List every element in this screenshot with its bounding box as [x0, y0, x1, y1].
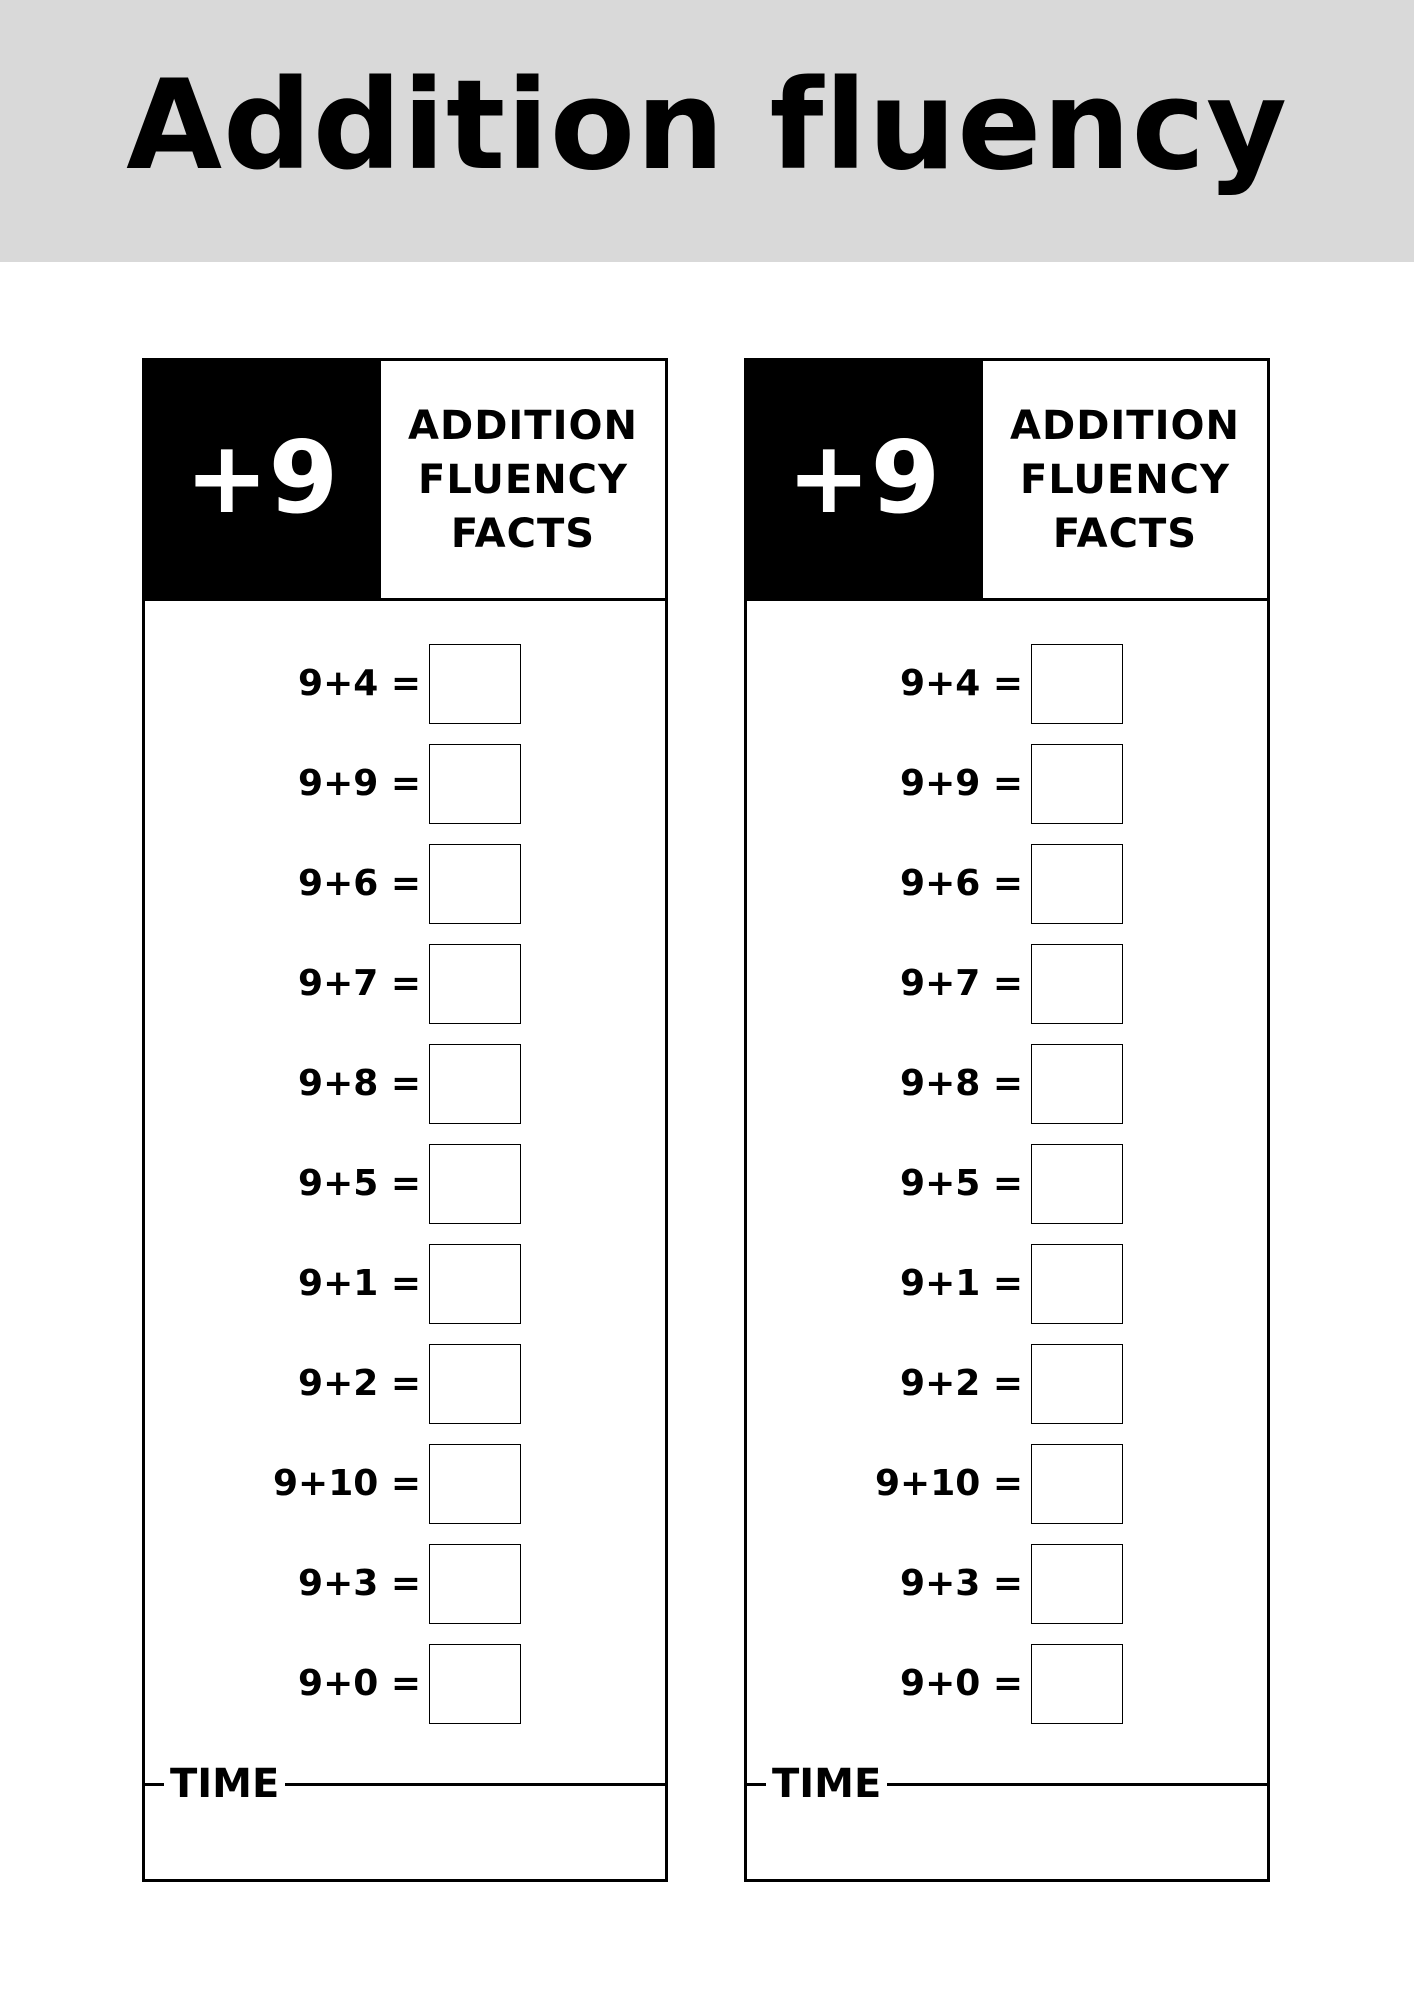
fact-expression: 9+7 =: [900, 963, 1023, 1004]
heading-line-1: ADDITION: [1010, 402, 1240, 449]
fact-expression: 9+7 =: [298, 963, 421, 1004]
heading-line-3: FACTS: [1052, 510, 1198, 557]
fact-row: [747, 1244, 1267, 1324]
fact-expression: 9+4 =: [298, 663, 421, 704]
badge: [747, 361, 983, 598]
fact-row: [747, 844, 1267, 924]
fact-expression: 9+5 =: [900, 1163, 1023, 1204]
badge: [145, 361, 381, 598]
fact-expression: 9+8 =: [900, 1063, 1023, 1104]
answer-box[interactable]: [429, 1444, 521, 1524]
fact-expression: 9+6 =: [900, 863, 1023, 904]
fact-row: [145, 944, 665, 1024]
fact-expression: 9+1 =: [298, 1263, 421, 1304]
answer-box[interactable]: [429, 1244, 521, 1324]
fact-row: [145, 744, 665, 824]
heading-line-3: FACTS: [450, 510, 596, 557]
answer-box[interactable]: [1031, 1544, 1123, 1624]
answer-box[interactable]: [1031, 1644, 1123, 1724]
answer-box[interactable]: [1031, 844, 1123, 924]
badge-label: +9: [786, 418, 941, 536]
heading-line-2: FLUENCY: [1020, 456, 1230, 503]
fact-row: [747, 1144, 1267, 1224]
fact-row: [145, 1544, 665, 1624]
answer-box[interactable]: [429, 1044, 521, 1124]
badge-label: +9: [184, 418, 339, 536]
fact-expression: 9+3 =: [900, 1563, 1023, 1604]
fact-row: [747, 1544, 1267, 1624]
fact-row: [747, 1444, 1267, 1524]
fact-expression: 9+2 =: [900, 1363, 1023, 1404]
fact-expression: 9+9 =: [298, 763, 421, 804]
fact-expression: 9+10 =: [272, 1463, 421, 1504]
fact-expression: 9+2 =: [298, 1363, 421, 1404]
time-row: [744, 1761, 1270, 1807]
answer-box[interactable]: [429, 1344, 521, 1424]
answer-box[interactable]: [1031, 744, 1123, 824]
fact-row: [145, 844, 665, 924]
answer-box[interactable]: [429, 744, 521, 824]
fact-row: [145, 1144, 665, 1224]
answer-box[interactable]: [429, 844, 521, 924]
card-heading: [381, 361, 665, 598]
fact-card-left: [142, 358, 668, 1882]
fact-row: [747, 944, 1267, 1024]
fact-expression: 9+3 =: [298, 1563, 421, 1604]
fact-row: [145, 1644, 665, 1724]
fact-row: [145, 1044, 665, 1124]
fact-expression: 9+6 =: [298, 863, 421, 904]
answer-box[interactable]: [429, 1544, 521, 1624]
answer-box[interactable]: [1031, 1344, 1123, 1424]
answer-box[interactable]: [429, 944, 521, 1024]
title-banner: [0, 0, 1414, 262]
card-header: [145, 361, 665, 601]
fact-row: [747, 1644, 1267, 1724]
fact-row: [747, 744, 1267, 824]
fact-row: [145, 1344, 665, 1424]
answer-box[interactable]: [429, 1644, 521, 1724]
time-row: [142, 1761, 668, 1807]
fact-row: [145, 644, 665, 724]
answer-box[interactable]: [429, 1144, 521, 1224]
fact-row: [145, 1244, 665, 1324]
answer-box[interactable]: [429, 644, 521, 724]
fact-expression: 9+1 =: [900, 1263, 1023, 1304]
answer-box[interactable]: [1031, 644, 1123, 724]
fact-row: [747, 644, 1267, 724]
fact-expression: 9+0 =: [900, 1663, 1023, 1704]
heading-line-2: FLUENCY: [418, 456, 628, 503]
answer-box[interactable]: [1031, 1144, 1123, 1224]
answer-box[interactable]: [1031, 944, 1123, 1024]
fact-expression: 9+10 =: [874, 1463, 1023, 1504]
heading-line-1: ADDITION: [408, 402, 638, 449]
card-header: [747, 361, 1267, 601]
fact-expression: 9+0 =: [298, 1663, 421, 1704]
answer-box[interactable]: [1031, 1044, 1123, 1124]
fact-row: [747, 1044, 1267, 1124]
answer-box[interactable]: [1031, 1444, 1123, 1524]
answer-box[interactable]: [1031, 1244, 1123, 1324]
fact-expression: 9+5 =: [298, 1163, 421, 1204]
fact-expression: 9+9 =: [900, 763, 1023, 804]
time-label: TIME: [766, 1763, 887, 1805]
fact-card-right: [744, 358, 1270, 1882]
page-title: Addition fluency: [126, 54, 1288, 198]
fact-row: [747, 1344, 1267, 1424]
fact-row: [145, 1444, 665, 1524]
fact-expression: 9+4 =: [900, 663, 1023, 704]
fact-expression: 9+8 =: [298, 1063, 421, 1104]
time-label: TIME: [164, 1763, 285, 1805]
card-heading: [983, 361, 1267, 598]
